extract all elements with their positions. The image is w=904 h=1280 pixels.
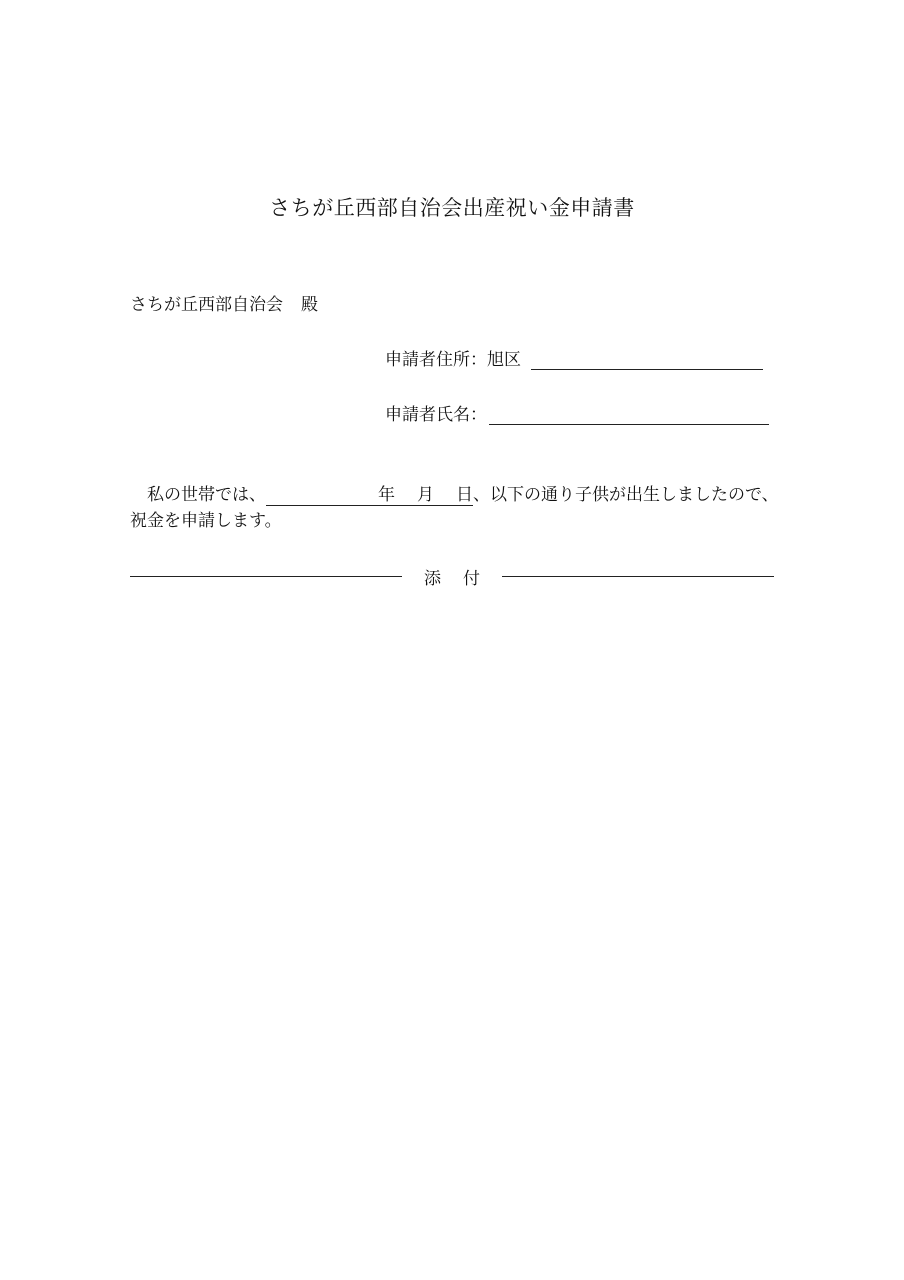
statement-prefix: 私の世帯では、: [147, 485, 266, 505]
addressee-name: さちが丘西部自治会: [130, 295, 283, 315]
birth-statement: [130, 482, 780, 534]
year-label: 年: [378, 485, 395, 505]
birth-date-field[interactable]: [266, 485, 473, 506]
attachment-rule-right: [502, 576, 774, 577]
statement-suffix: 、以下の通り子供が出生しましたので、祝金を申請します。: [130, 485, 779, 531]
month-label: 月: [417, 485, 434, 505]
applicant-name-field[interactable]: [489, 406, 769, 425]
attachment-char-2: 付: [463, 568, 480, 589]
applicant-address-row: [385, 345, 763, 370]
applicant-address-field[interactable]: [531, 351, 763, 370]
attachment-divider: [130, 564, 774, 588]
applicant-address-label: 申請者住所：旭区: [385, 350, 521, 370]
applicant-name-label: 申請者氏名：: [385, 405, 487, 425]
attachment-heading: [402, 564, 502, 589]
applicant-name-row: [385, 400, 769, 425]
form-title: さちが丘西部自治会出産祝い金申請書: [269, 196, 635, 220]
attachment-rule-left: [130, 576, 402, 577]
attachment-char-1: 添: [424, 568, 441, 589]
addressee: [130, 290, 318, 315]
addressee-honorific: 殿: [301, 295, 318, 315]
day-label: 日: [456, 485, 473, 505]
